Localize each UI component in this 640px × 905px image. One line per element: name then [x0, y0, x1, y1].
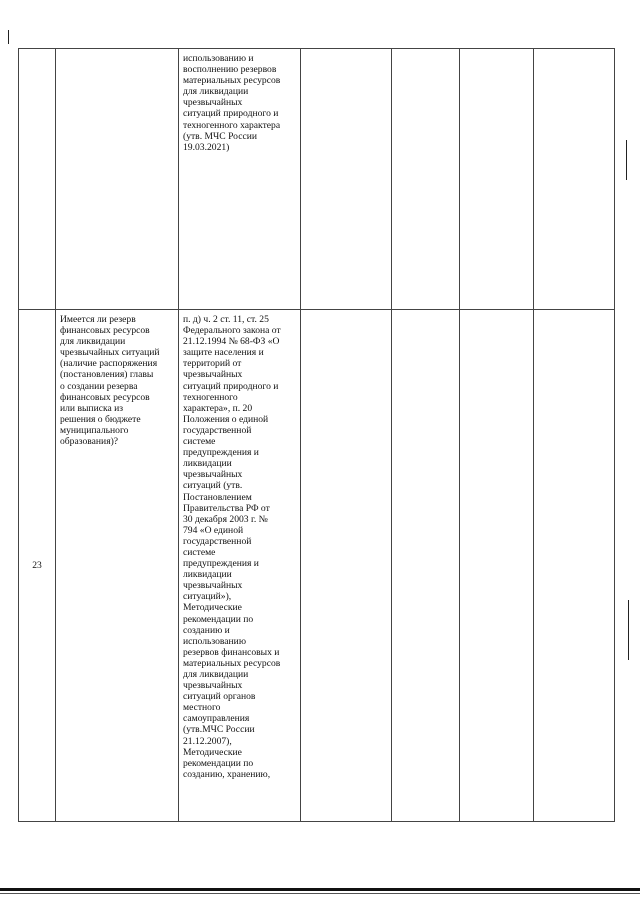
scan-bottom-line: [0, 888, 640, 891]
answer-cell-3: [460, 310, 534, 822]
question-text: Имеется ли резерв финансовых ресурсов для ликвидации чрезвычайных ситуаций (наличие распоряжения (постановления) главы о создании резерва финансовых ресурсов или выписка из решения о бюджете муниципального образования)?: [60, 314, 160, 448]
question-cell: [56, 310, 179, 822]
table-row: [19, 49, 615, 310]
checklist-table: [18, 48, 615, 822]
scan-bottom-line-thin: [0, 893, 640, 894]
normative-text: п. д) ч. 2 ст. 11, ст. 25 Федерального закона от 21.12.1994 № 68-ФЗ «О защите населения и территорий от чрезвычайных ситуаций природного и техногенного характера», п. 20 Положения о единой государственной системе предупреждения и ликвидации чрезвычайных ситуаций (утв. Постановлением Правительства РФ от 30 декабря 2003 г. № 794 «О единой государственной системе предупреждения и ликвидации чрезвычайных ситуаций»), Методические рекомендации по созданию и использованию резервов финансовых и материальных ресурсов для ликвидации чрезвычайных ситуаций органов местного самоуправления (утв.МЧС России 21.12.2007), Методические рекомендации по созданию, хранению,: [183, 314, 281, 780]
normative-text: использованию и восполнению резервов материальных ресурсов для ликвидации чрезвычайных ситуаций природного и техногенного характера (утв. МЧС России 19.03.2021): [183, 53, 281, 153]
table-row: [19, 310, 615, 822]
row-number-cell: [19, 49, 56, 310]
answer-cell-1: [301, 49, 392, 310]
notes-cell: [534, 49, 615, 310]
answer-cell-3: [460, 49, 534, 310]
scan-edge-mark: [626, 140, 627, 180]
question-text: [56, 49, 178, 53]
normative-cell: [179, 49, 301, 310]
notes-cell: [534, 310, 615, 822]
answer-cell-2: [392, 49, 460, 310]
scan-edge-mark: [8, 30, 9, 44]
row-number: 23: [32, 559, 42, 571]
question-cell: [56, 49, 179, 310]
answer-cell-1: [301, 310, 392, 822]
row-number-cell: [19, 310, 56, 822]
normative-cell: [179, 310, 301, 822]
scan-edge-mark: [628, 600, 629, 660]
answer-cell-2: [392, 310, 460, 822]
